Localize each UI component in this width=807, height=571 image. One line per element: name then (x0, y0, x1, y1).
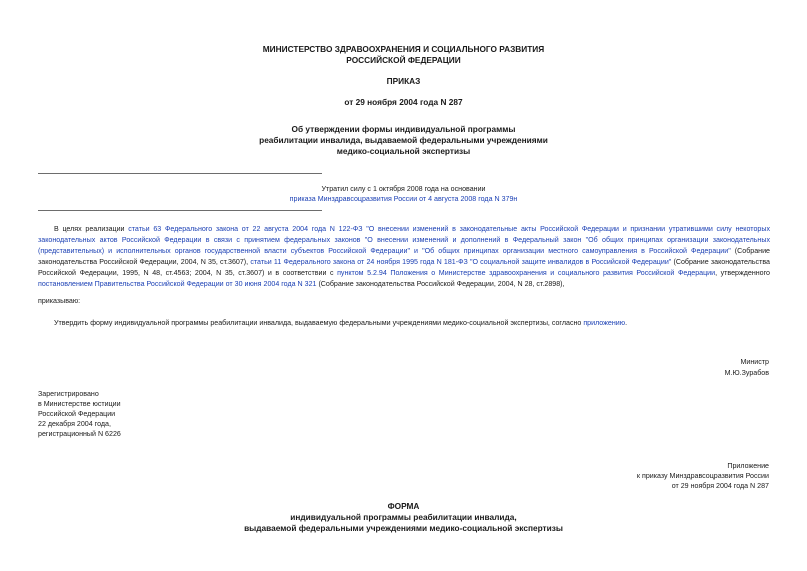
preamble-paragraph (38, 224, 770, 290)
appendix-link[interactable]: приложению (583, 319, 626, 327)
document-title-line1: Об утверждении формы индивидуальной программы (291, 124, 516, 134)
registration-line1: Зарегистрировано (38, 390, 99, 398)
government-decree-link[interactable]: постановлением Правительства Российской Федерации от 30 июня 2004 года N 321 (38, 280, 317, 288)
law-122-fz-link[interactable]: статьи 63 Федерального закона от 22 августа 2004 года N 122-ФЗ "О внесении изменений в законодательные акты Российской Федерации и признании утратившими силу некоторых законодательных актов Российской Федерации в связи с принятием федеральных законов "О внесении изменений и дополнений в Федеральный закон "Об общих принципах организации законодательных (представительных) и исполнительных органов государственной власти субъектов Российской Федерации" и "Об общих принципах организации местного самоуправления в Российской Федерации" (38, 225, 770, 255)
status-note-text: Утратил силу с 1 октября 2008 года на основании (321, 185, 486, 193)
registration-line5: регистрационный N 6226 (38, 430, 121, 438)
ministry-name-line1: МИНИСТЕРСТВО ЗДРАВООХРАНЕНИЯ И СОЦИАЛЬНОГО РАЗВИТИЯ (262, 44, 545, 54)
law-181-fz-link[interactable]: статьи 11 Федерального закона от 24 ноября 1995 года N 181-ФЗ "О социальной защите инвалидов в Российской Федерации" (250, 258, 672, 266)
form-subtitle-line2: выдаваемой федеральными учреждениями медико-социальной экспертизы (244, 523, 563, 533)
form-title: ФОРМА (387, 501, 420, 511)
appendix-line2: к приказу Минздравсоцразвития России (636, 472, 769, 480)
approval-paragraph (54, 318, 770, 329)
preamble-text-5: (Собрание законодательства Российской Федерации, 2004, N 28, ст.2898), (316, 280, 565, 288)
status-note-link-wrap (0, 194, 807, 205)
signature-name: М.Ю.Зурабов (724, 369, 769, 377)
preamble-text-4: , утвержденного (715, 269, 770, 277)
ministry-regulation-link[interactable]: пунктом 5.2.94 Положения о Министерстве здравоохранения и социального развития Российской Федерации (337, 269, 716, 277)
repeal-order-link[interactable]: приказа Минздравсоцразвития России от 4 августа 2008 года N 379н (289, 195, 518, 203)
order-word: приказываю: (38, 297, 81, 305)
form-subtitle-line1: индивидуальной программы реабилитации инвалида, (290, 512, 517, 522)
appendix-line1: Приложение (727, 462, 769, 470)
registration-line4: 22 декабря 2004 года, (38, 420, 111, 428)
registration-line2: в Министерстве юстиции (38, 400, 121, 408)
registration-line3: Российской Федерации (38, 410, 116, 418)
document-date: от 29 ноября 2004 года N 287 (344, 97, 463, 107)
divider-top (38, 173, 322, 174)
preamble-text-3: (Собрание законодательства Российской Федерации, 1995, N 48, ст.4563; 2004, N 35, ст.3607) и в соответствии с (38, 258, 770, 277)
ministry-name-line2: РОССИЙСКОЙ ФЕДЕРАЦИИ (346, 55, 461, 65)
preamble-text-2: (Собрание законодательства Российской Федерации, 2004, N 35, ст.3607), (38, 247, 770, 266)
signature-position: Министр (740, 358, 769, 366)
preamble-text-1: В целях реализации (54, 225, 129, 233)
approval-end: . (625, 319, 628, 327)
approval-text: Утвердить форму индивидуальной программы реабилитации инвалида, выдаваемую федеральными учреждениями медико-социальной экспертизы, согласно (54, 319, 584, 327)
appendix-line3: от 29 ноября 2004 года N 287 (671, 482, 769, 490)
divider-bottom (38, 210, 322, 211)
document-type: ПРИКАЗ (386, 76, 421, 86)
document-title-line3: медико-социальной экспертизы (336, 146, 471, 156)
document-title-line2: реабилитации инвалида, выдаваемой федеральными учреждениями (259, 135, 548, 145)
